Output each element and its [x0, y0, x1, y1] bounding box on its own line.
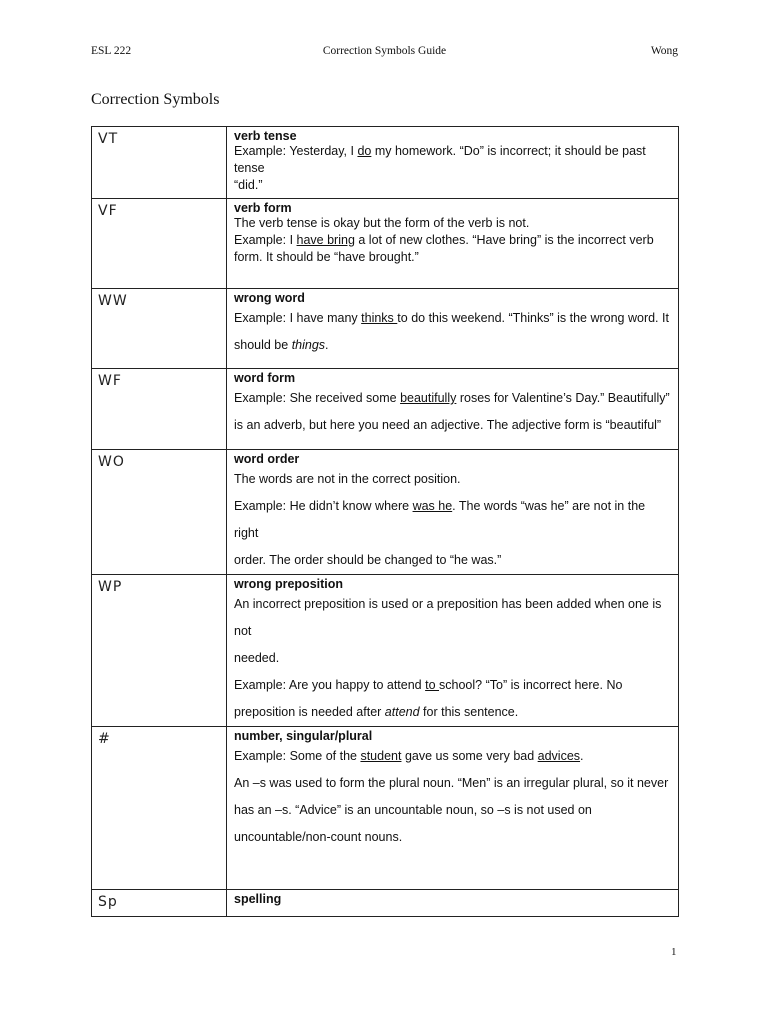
term-label: verb tense — [234, 129, 297, 143]
table-row — [92, 199, 679, 289]
description-cell — [227, 575, 679, 727]
table-row — [92, 450, 679, 575]
page-title: Correction Symbols — [91, 91, 220, 108]
example-text-cont: preposition is needed after attend for this sentence. — [234, 705, 519, 719]
table-row — [92, 289, 679, 369]
example-text-cont: should be things. — [234, 338, 329, 352]
explanation-line: has an –s. “Advice” is an uncountable noun, so –s is not used on — [234, 803, 592, 817]
table-row — [92, 890, 679, 917]
term-label: spelling — [234, 892, 282, 906]
example-text: Example: Yesterday, I do my homework. “Do” is incorrect; it should be past tense — [234, 144, 646, 175]
header-title: Correction Symbols Guide — [322, 45, 447, 57]
example-text: Example: She received some beautifully roses for Valentine’s Day.” Beautifully” — [234, 391, 670, 405]
example-text: Example: I have many thinks to do this weekend. “Thinks” is the wrong word. It — [234, 311, 669, 325]
example-text-cont: “did.” — [234, 178, 263, 192]
header-author: Wong — [650, 45, 678, 57]
symbol-cell: WP — [92, 575, 227, 727]
symbol-cell: WF — [92, 369, 227, 450]
description-cell — [227, 450, 679, 575]
term-label: wrong preposition — [234, 577, 344, 591]
symbol-cell: Sp — [92, 890, 227, 917]
symbol-cell: WO — [92, 450, 227, 575]
symbol-cell: WW — [92, 289, 227, 369]
note-text: An incorrect preposition is used or a preposition has been added when one is not — [234, 597, 662, 638]
description-cell — [227, 289, 679, 369]
term-label: word form — [234, 371, 296, 385]
description-cell — [227, 727, 679, 890]
example-text-cont: is an adverb, but here you need an adjective. The adjective form is “beautiful” — [234, 418, 662, 432]
term-label: verb form — [234, 201, 292, 215]
note-text: The words are not in the correct position. — [234, 472, 461, 486]
example-text: Example: Some of the student gave us some very bad advices. — [234, 749, 584, 763]
description-cell — [227, 890, 679, 917]
example-text: Example: He didn’t know where was he. The words “was he” are not in the right — [234, 499, 646, 540]
example-text: Example: I have bring a lot of new clothes. “Have bring” is the incorrect verb — [234, 233, 654, 247]
description-cell — [227, 199, 679, 289]
note-text: The verb tense is okay but the form of the verb is not. — [234, 216, 530, 230]
term-label: wrong word — [234, 291, 305, 305]
table-row — [92, 127, 679, 199]
example-text: Example: Are you happy to attend to school? “To” is incorrect here. No — [234, 678, 623, 692]
term-label: number, singular/plural — [234, 729, 373, 743]
correction-symbols-table — [91, 126, 679, 917]
symbol-cell: VT — [92, 127, 227, 199]
description-cell — [227, 369, 679, 450]
header-course: ESL 222 — [91, 45, 132, 57]
table-row — [92, 575, 679, 727]
symbol-cell: # — [92, 727, 227, 890]
table-row — [92, 727, 679, 890]
explanation-line: An –s was used to form the plural noun. “Men” is an irregular plural, so it never — [234, 776, 669, 790]
table-row — [92, 369, 679, 450]
example-text-cont: form. It should be “have brought.” — [234, 250, 419, 264]
explanation-line: uncountable/non-count nouns. — [234, 830, 403, 844]
term-label: word order — [234, 452, 300, 466]
symbol-cell: VF — [92, 199, 227, 289]
description-cell — [227, 127, 679, 199]
example-text-cont: order. The order should be changed to “he was.” — [234, 553, 502, 567]
note-text-cont: needed. — [234, 651, 280, 665]
page-number: 1 — [671, 946, 677, 958]
page-header — [91, 45, 678, 61]
